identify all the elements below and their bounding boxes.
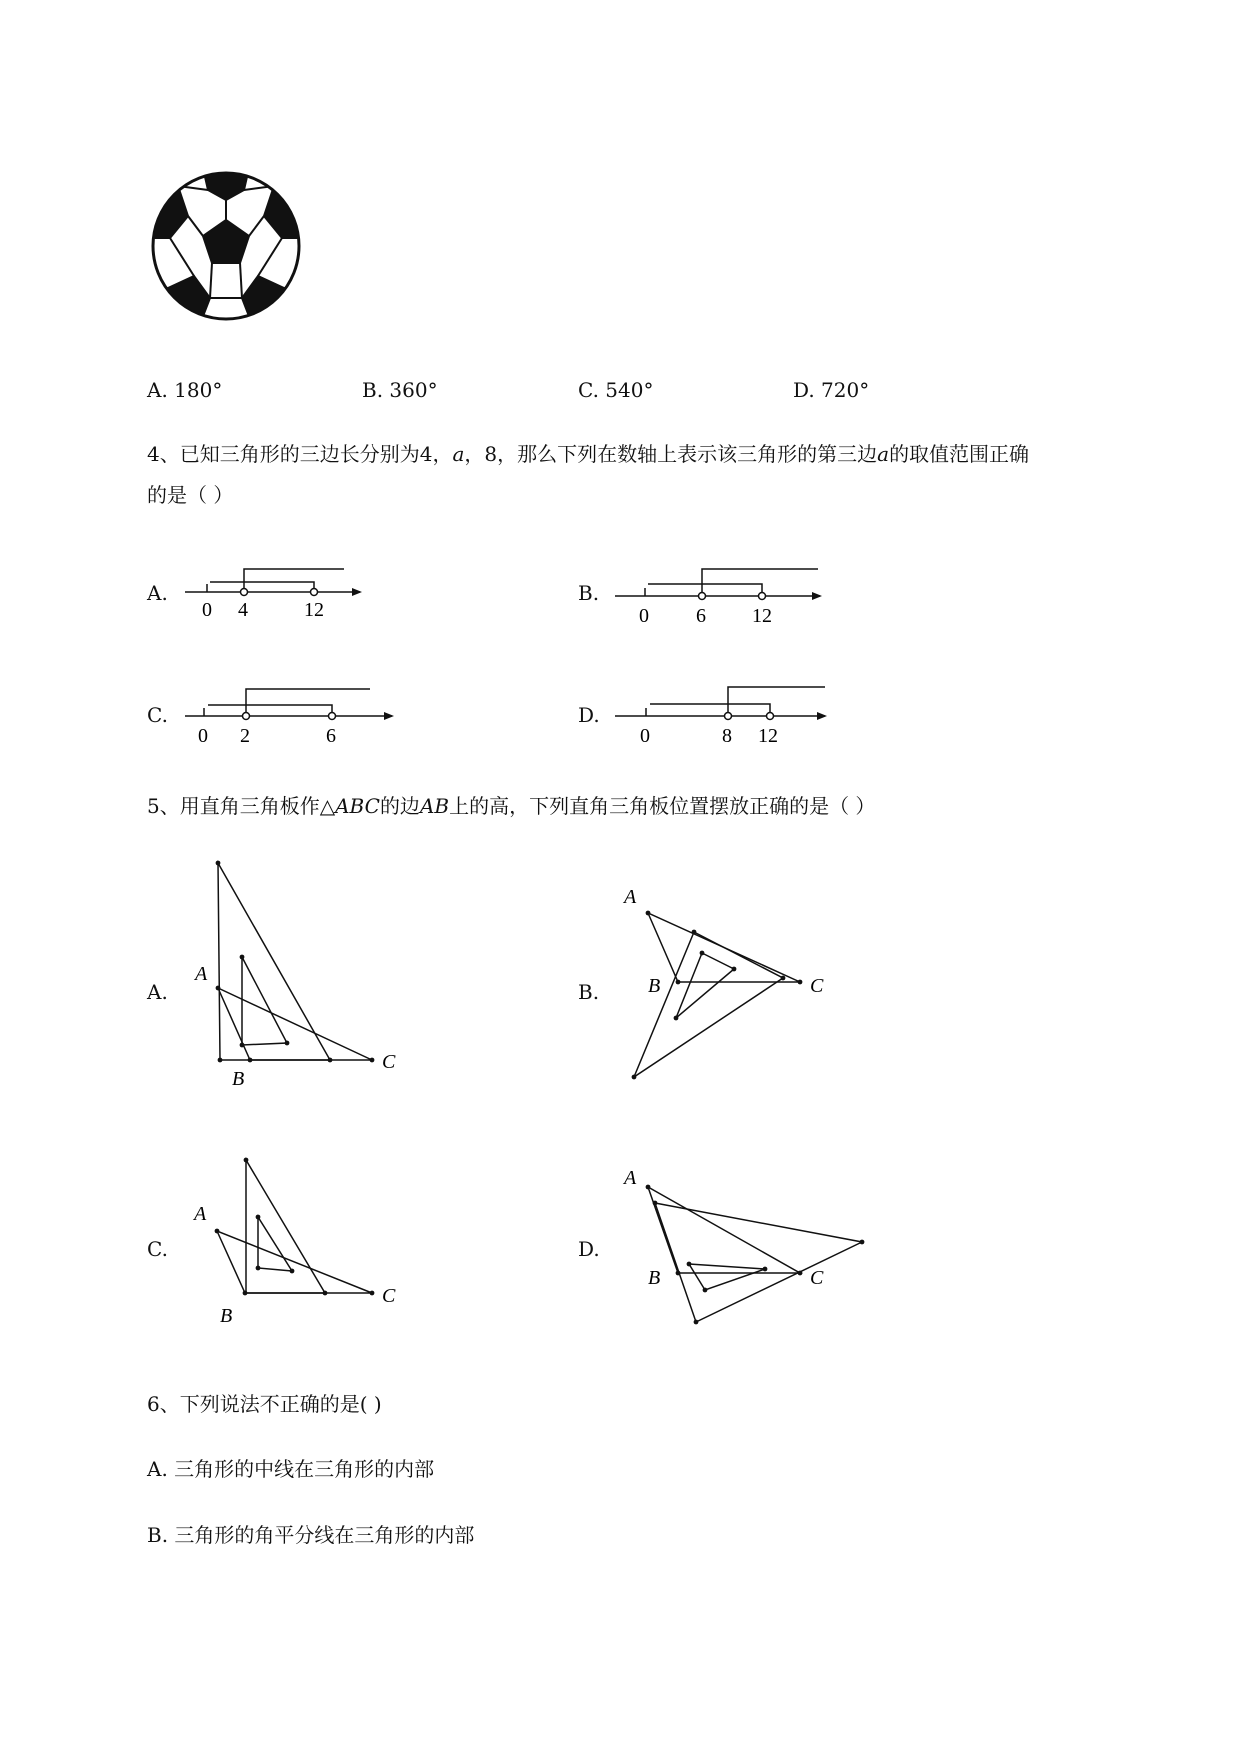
q5-side-name: AB <box>419 794 450 818</box>
q6-option-a: A. 三角形的中线在三角形的内部 <box>147 1457 435 1481</box>
q4-stem-text: ，8，那么下列在数轴上表示该三角形的第三边 <box>464 442 878 466</box>
q5-figure-c <box>180 1150 420 1330</box>
point-label-a: A <box>194 1203 207 1225</box>
q6-option-b: B. 三角形的角平分线在三角形的内部 <box>147 1523 475 1547</box>
tick-label: 12 <box>752 605 772 626</box>
point-label-b: B <box>232 1068 245 1090</box>
q4-stem-text: 4、已知三角形的三边长分别为4， <box>147 442 453 466</box>
q5-option-d-label: D. <box>578 1237 600 1261</box>
q5-stem-text: 5、用直角三角板作△ <box>147 794 336 818</box>
tick-label: 6 <box>696 605 706 626</box>
q4-number-line-a <box>180 560 380 620</box>
q4-stem-text: 的取值范围正确 <box>889 442 1030 466</box>
q5-option-c-label: C. <box>147 1237 168 1261</box>
q4-number-line-d <box>610 676 840 748</box>
q4-var-a: a <box>877 442 890 466</box>
tick-label: 0 <box>202 599 212 620</box>
q3-option-b: B. 360° <box>362 378 438 402</box>
q4-option-d-label: D. <box>578 703 600 727</box>
point-label-c: C <box>382 1051 396 1073</box>
q5-stem-text: 上的高，下列直角三角板位置摆放正确的是（ ） <box>449 794 876 818</box>
tick-label: 12 <box>758 725 778 747</box>
point-label-c: C <box>382 1285 396 1307</box>
q5-stem-text: 的边 <box>379 794 420 818</box>
tick-label: 12 <box>304 599 324 620</box>
tick-label: 0 <box>198 725 208 746</box>
point-label-b: B <box>648 1267 661 1289</box>
tick-label: 4 <box>238 599 248 620</box>
q4-stem-line2: 的是（ ） <box>147 483 234 507</box>
tick-label: 0 <box>640 725 650 747</box>
tick-label: 0 <box>639 605 649 626</box>
q5-stem <box>147 792 875 820</box>
q3-option-d: D. 720° <box>793 378 870 402</box>
point-label-b: B <box>648 975 661 997</box>
q6-stem: 6、下列说法不正确的是( ) <box>147 1392 382 1416</box>
tick-label: 6 <box>326 725 336 746</box>
q5-triangle-name: ABC <box>335 794 380 818</box>
q4-option-b-label: B. <box>578 581 600 605</box>
point-label-a: A <box>195 963 208 985</box>
point-label-b: B <box>220 1305 233 1327</box>
q5-option-b-label: B. <box>578 980 600 1004</box>
q4-number-line-c <box>180 680 405 746</box>
q3-option-a: A. 180° <box>147 378 223 402</box>
point-label-c: C <box>810 975 824 997</box>
q5-option-a-label: A. <box>147 980 168 1004</box>
q4-option-c-label: C. <box>147 703 168 727</box>
point-label-a: A <box>624 886 637 908</box>
tick-label: 2 <box>240 725 250 746</box>
q5-figure-b <box>610 880 850 1100</box>
q5-figure-d <box>610 1160 870 1330</box>
point-label-c: C <box>810 1267 824 1289</box>
q5-figure-a <box>180 860 420 1100</box>
q4-option-a-label: A. <box>147 581 168 605</box>
q3-option-c: C. 540° <box>578 378 654 402</box>
tick-label: 8 <box>722 725 732 747</box>
q4-number-line-b <box>610 560 830 626</box>
soccer-ball-image <box>148 168 304 324</box>
q4-stem-line1 <box>147 440 1029 468</box>
point-label-a: A <box>624 1167 637 1189</box>
q4-var-a: a <box>452 442 465 466</box>
